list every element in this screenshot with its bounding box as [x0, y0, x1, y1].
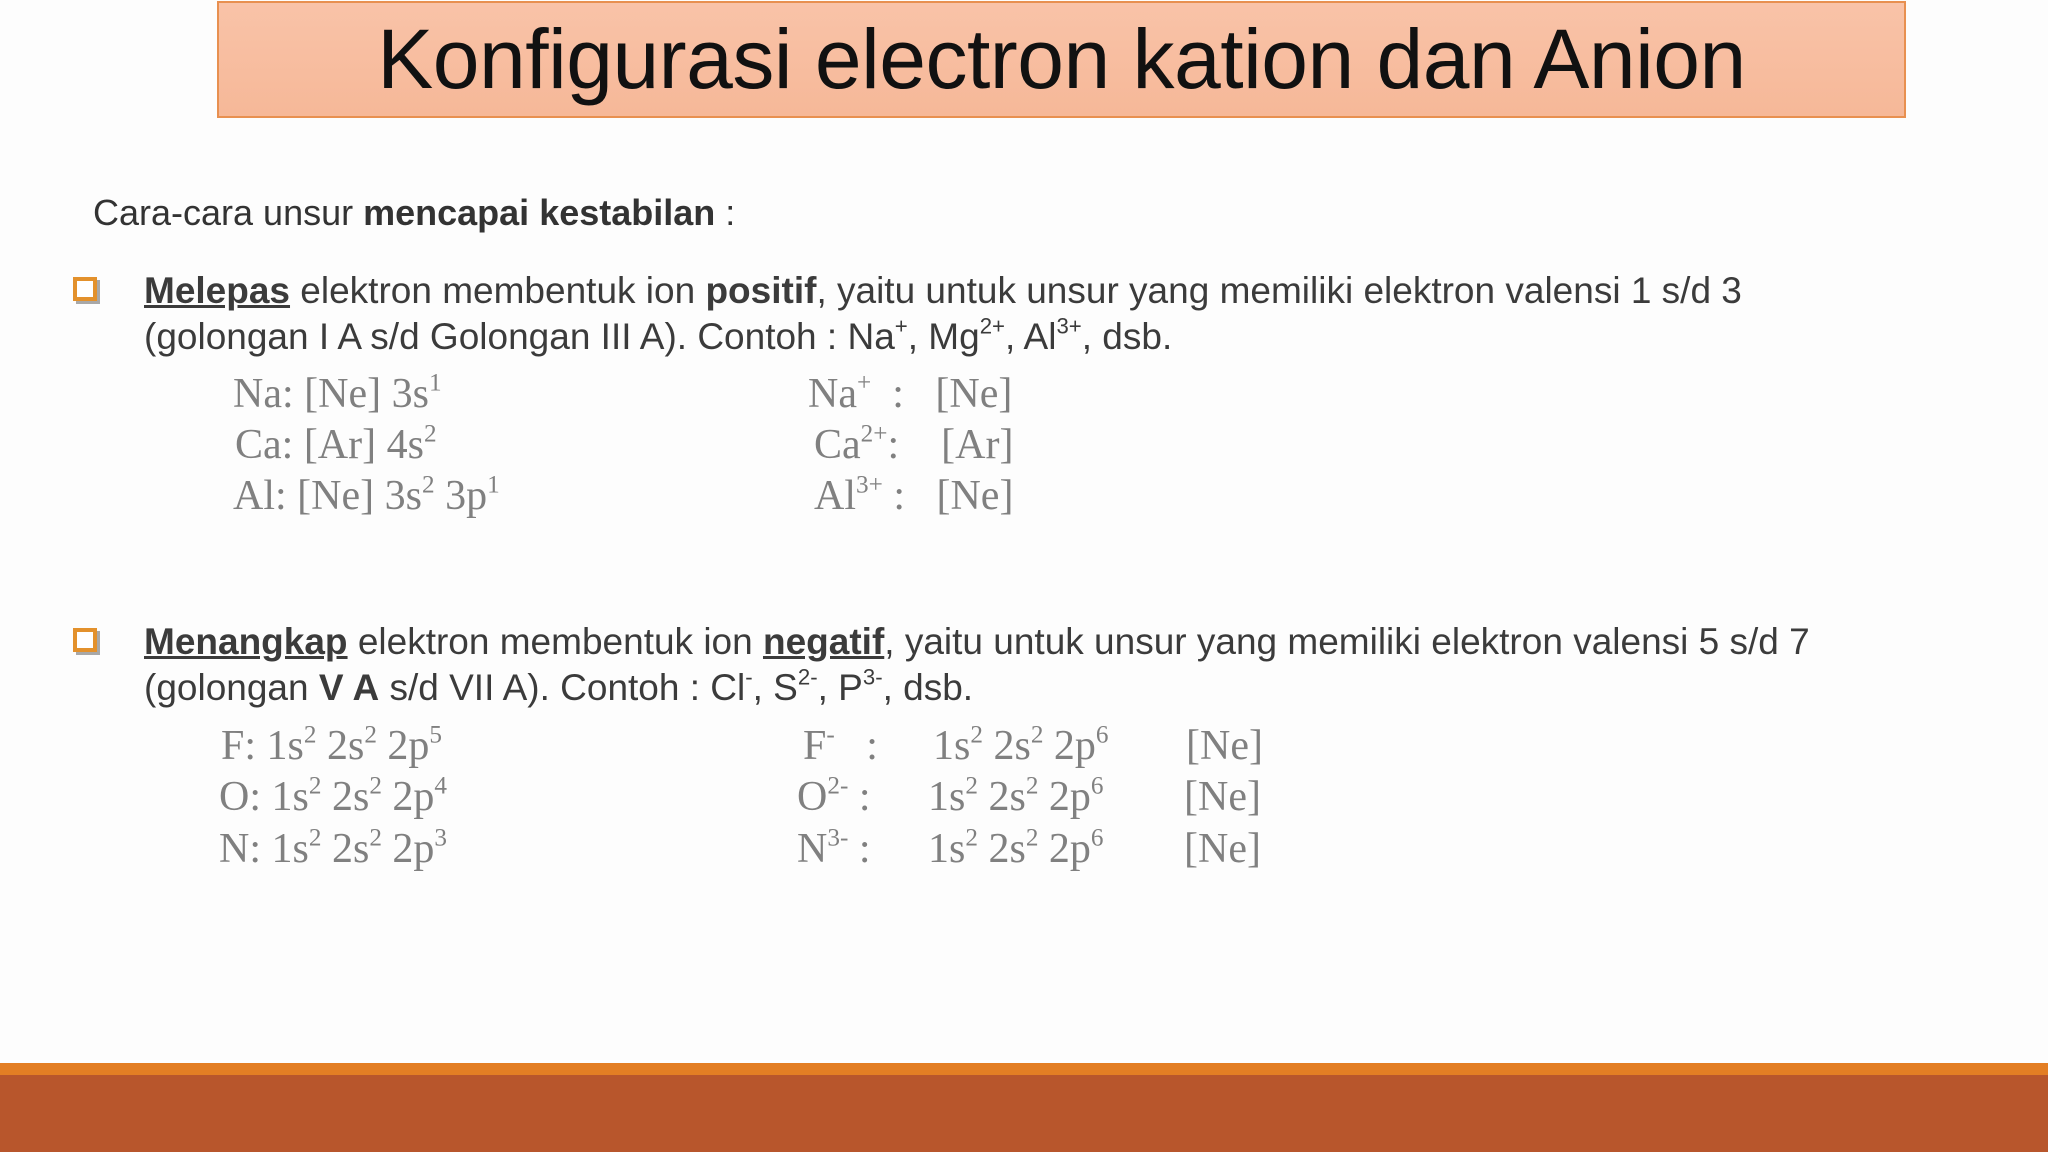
anion-ion-label: F- : [803, 721, 878, 769]
bullet1-end: , dsb. [1081, 316, 1173, 357]
cation-atom-config: Ca: [Ar] $4s^2$ [235, 420, 437, 468]
bullet-paragraph-negative [144, 619, 2024, 711]
anion-noble-gas: [Ne] [1184, 774, 1261, 820]
cation-atom-config: Al: [Ne] $3s^2$ $3p^1$ [233, 471, 500, 519]
bullet1-sup-3: 3+ [1056, 313, 1082, 339]
bullet2-sup-3: 3- [862, 664, 883, 690]
bullet2-text-2: , yaitu untuk unsur yang memiliki elektron valensi 5 s/d 7 [884, 621, 1810, 662]
slide-title: Konfigurasi electron kation dan Anion [377, 12, 1746, 106]
bullet1-ex3: , Al [1005, 316, 1057, 357]
bullet-paragraph-positive [144, 268, 2024, 360]
anion-ion-config: $1s^2$ $2s^2$ $2p^6$ [933, 721, 1109, 769]
keyword-positif: positif [705, 270, 817, 311]
bullet1-line2: (golongan I A s/d Golongan III A). Contoh : Na [144, 316, 895, 357]
anion-atom-config: O: $1s^2$ $2s^2$ $2p^4$ [219, 772, 447, 820]
anion-ion-config: $1s^2$ $2s^2$ $2p^6$ [928, 772, 1104, 820]
keyword-menangkap: Menangkap [144, 621, 348, 662]
bullet1-text-1: elektron membentuk ion [290, 270, 706, 311]
bullet2-line2b: V A [318, 667, 380, 708]
checkbox-bullet-icon [73, 628, 97, 652]
anion-noble-gas: [Ne] [1184, 826, 1261, 872]
bullet1-ex2: , Mg [907, 316, 980, 357]
bullet1-sup-1: + [894, 313, 908, 339]
intro-line [93, 192, 735, 234]
bullet2-sup-1: - [745, 664, 753, 690]
footer-stripe-thick [0, 1075, 2048, 1152]
bullet1-sup-2: 2+ [979, 313, 1006, 339]
intro-text: Cara-cara unsur [93, 192, 364, 233]
title-banner [217, 1, 1906, 118]
bullet2-end: , dsb. [882, 667, 974, 708]
keyword-melepas: Melepas [144, 270, 291, 311]
intro-bold: mencapai kestabilan [363, 192, 716, 233]
checkbox-bullet-icon [73, 277, 97, 301]
anion-ion-config: $1s^2$ $2s^2$ $2p^6$ [928, 824, 1104, 872]
bullet2-text-1: elektron membentuk ion [347, 621, 763, 662]
cation-atom-config: Na: [Ne] $3s^1$ [233, 369, 442, 417]
bullet2-line2a: (golongan [144, 667, 319, 708]
keyword-negatif: negatif [762, 621, 885, 662]
anion-atom-config: N: $1s^2$ $2s^2$ $2p^3$ [219, 824, 447, 872]
anion-ion-label: $O^{2-}$ : [797, 772, 871, 820]
anion-ion-label: $N^{3-}$ : [797, 824, 871, 872]
cation-ion-config: $Al^{3+}$ : [Ne] [814, 471, 1014, 519]
bullet1-text-2: , yaitu untuk unsur yang memiliki elektron valensi 1 s/d 3 [816, 270, 1742, 311]
bullet2-ex3: , P [817, 667, 863, 708]
cation-ion-config: Na+ : [Ne] [808, 369, 1013, 417]
anion-noble-gas: [Ne] [1186, 723, 1263, 769]
anion-atom-config: F: $1s^2$ $2s^2$ $2p^5$ [221, 721, 443, 769]
bullet2-line2c: s/d VII A). Contoh : Cl [379, 667, 746, 708]
bullet2-sup-2: 2- [797, 664, 818, 690]
bullet2-ex2: , S [752, 667, 798, 708]
footer-stripe-thin [0, 1063, 2048, 1075]
intro-suffix: : [715, 192, 736, 233]
cation-ion-config: $Ca^{2+}$: [Ar] [814, 420, 1014, 468]
